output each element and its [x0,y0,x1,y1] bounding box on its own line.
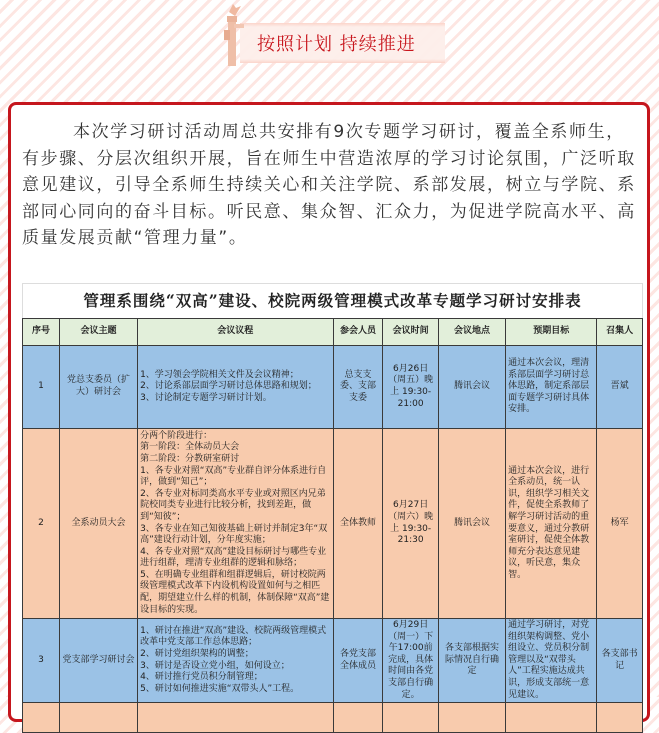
header-theme: 会议主题 [59,319,137,346]
cell-convener: 各支部书记 [597,619,643,703]
cell-goal: 通过本次会议，理清系部层面学习研讨总体思路，制定系部层面专题学习研讨具体安排。 [506,346,597,429]
cell-theme: 党支部学习研讨会 [59,619,137,703]
cell-place: 腾讯会议 [438,346,505,429]
table-row [23,346,643,429]
cell-no: 3 [23,619,60,703]
agenda-item: 2、各专业对标同类高水平专业或对照区内兄弟院校同类专业进行比较分析，找到差距，做到“知彼”； [140,488,326,522]
content-card [8,102,650,722]
table-row [23,619,643,703]
cell-theme: 全系动员大会 [59,429,137,619]
table-title: 管理系围绕“双高”建设、校院两级管理模式改革专题学习研讨安排表 [22,283,643,318]
table-row [23,429,643,619]
cell-attendees: 各党支部全体成员 [333,619,383,703]
header-convener: 召集人 [597,319,643,346]
table-header-row [23,319,643,346]
header-no: 序号 [23,319,60,346]
cell-place: 各支部根据实际情况自行确定 [438,619,505,703]
header-goal: 预期目标 [506,319,597,346]
intro-paragraph: 本次学习研讨活动周总共安排有9次专题学习研讨，覆盖全系师生，有步骤、分层次组织开展，旨在师生中营造浓厚的学习讨论氛围，广泛听取意见建议，引导全系师生持续关心和关注学院、系部发展，树立与学院、系部同心同向的奋斗目标。听民意、集众智、汇众力，为促进学院高水平、高质量发展贡献“管理力量”。 [22,122,636,248]
cell-time: 6月27日（周六）晚上 19:30-21:30 [383,429,438,619]
cell-agenda [138,429,333,619]
agenda-item: 1、学习领会学院相关文件及会议精神； [140,369,299,380]
table-row-partial [23,703,643,733]
cell-convener: 晋斌 [597,346,643,429]
schedule-table [22,318,643,733]
cell-no: 2 [23,429,60,619]
cell-time: 6月26日（周五）晚上 19:30-21:00 [383,346,438,429]
cell-convener: 杨军 [597,429,643,619]
cell-goal: 通过本次会议，进行全系动员，统一认识，组织学习相关文件，促使全系教师了解学习研讨活动的重要意义，通过分教研室研讨，促使全体教师充分表达意见建议，听民意，集众智。 [506,429,597,619]
agenda-item: 1、各专业对照“双高”专业群自评分体系进行自评，做到“知己”； [140,465,327,488]
cell-place: 腾讯会议 [438,429,505,619]
header-place: 会议地点 [438,319,505,346]
cell-goal: 通过学习研讨，对党组织架构调整、党小组设立、党员积分制管理以及“双带头人”工程实施达成共识，形成支部统一意见建议。 [506,619,597,703]
agenda-item: 4、各专业对照“双高”建设目标研讨与哪些专业进行组群，理清专业组群的逻辑和脉络； [140,546,327,569]
header-attendees: 参会人员 [333,319,383,346]
agenda-item: 3、研讨是否设立党小组，如何设立； [140,660,290,671]
cell-attendees: 总支支委、支部支委 [333,346,383,429]
schedule-table-container [22,283,643,733]
cell-attendees: 全体教师 [333,429,383,619]
agenda-item: 第一阶段：全体动员大会 [140,442,240,453]
agenda-item: 5、在明确专业组群和组群逻辑后，研讨校院两级管理模式改革下内设机构设置如何与之相匹配，期望建立什么样的机制，体制保障“双高”建设目标的实现。 [140,569,330,615]
agenda-item: 2、研讨党组织架构的调整； [140,648,254,659]
banner-title: 按照计划 持续推进 [257,34,416,55]
agenda-item: 5、研讨如何推进实施“双带头人”工程。 [140,683,300,694]
header-agenda: 会议议程 [138,319,333,346]
agenda-item: 2、讨论系部层面学习研讨总体思路和规划； [140,381,317,392]
agenda-item: 1、研讨在推进“双高”建设、校院两级管理模式改革中党支部工作总体思路； [140,625,327,648]
cell-theme: 党总支委员（扩大）研讨会 [59,346,137,429]
huabiao-pillar-icon [219,2,245,66]
cell-no: 1 [23,346,60,429]
section-banner [215,20,447,66]
agenda-item: 3、各专业在知己知彼基础上研讨并制定3年“双高”建设行动计划，分年度实施； [140,523,328,546]
cell-agenda [138,619,333,703]
header-time: 会议时间 [383,319,438,346]
agenda-item: 3、讨论制定专题学习研讨计划。 [140,392,272,403]
agenda-item: 第二阶段：分教研室研讨 [140,453,240,464]
cell-time: 6月29日（周一）下午17:00前完成，具体时间由各党支部自行确定。 [383,619,438,703]
cell-agenda [138,346,333,429]
agenda-item: 分两个阶段进行： [140,430,213,441]
agenda-item: 4、研讨推行党员积分制管理； [140,672,263,683]
